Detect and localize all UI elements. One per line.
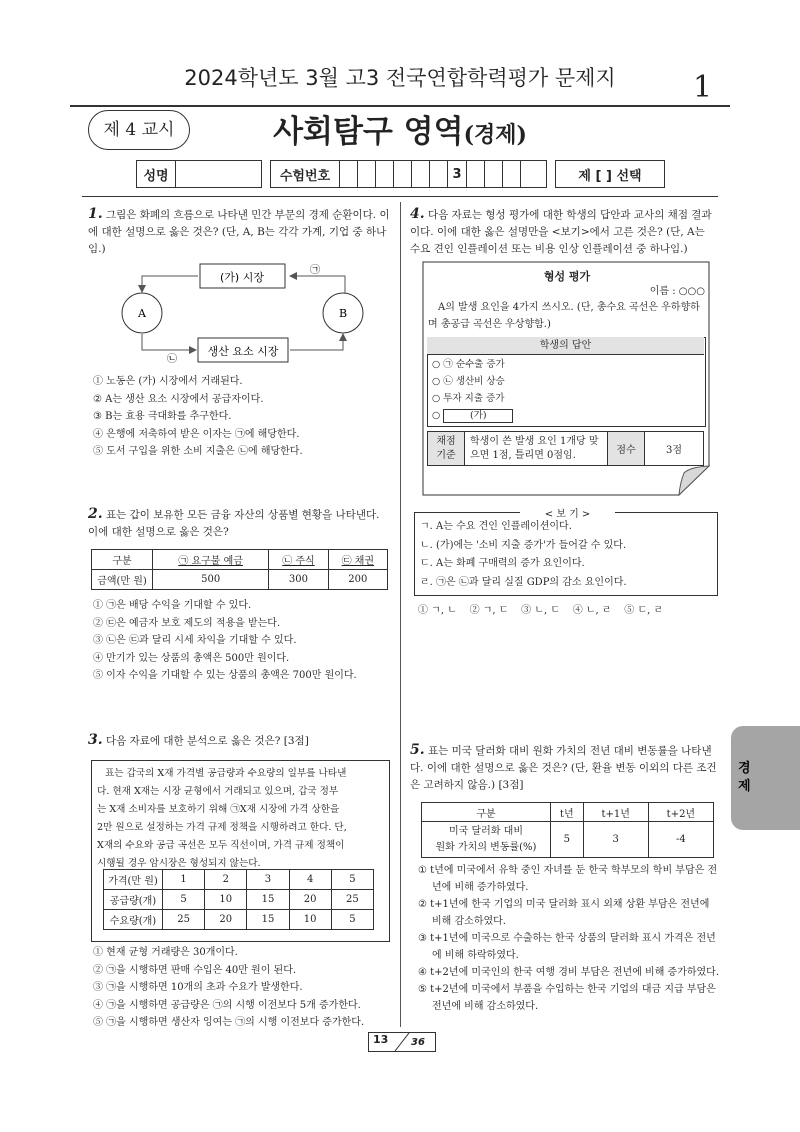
q5-option[interactable]: ① t년에 미국에서 유학 중인 자녀를 둔 한국 학부모의 학비 부담은 전년에 비해 증가하였다.: [418, 865, 718, 893]
q3-demand-cell: 5: [331, 910, 373, 930]
q5-stem: 5. 표는 미국 달러화 대비 원화 가치의 전년 대비 변동률을 나타낸다. 이에 대한 설명으로 옳은 것은? (단, 환율 변동 이외의 다른 조건은 고려하지 않음.) [3점]: [410, 742, 717, 791]
q2-stem: 2. 표는 갑이 보유한 모든 금융 자산의 상품별 현황을 나타낸다. 이에 대한 설명으로 옳은 것은?: [88, 506, 380, 538]
q3-supply-cell: 15: [247, 890, 289, 910]
q2-options: [93, 597, 393, 685]
q4-answer-item: ○ ㉡ 생산비 상승: [432, 376, 505, 387]
q5-header-cell: t년: [551, 803, 584, 822]
q2-number: 2.: [88, 506, 103, 522]
q5-header-cell: t+1년: [583, 803, 648, 822]
period-badge: 제 4 교시: [88, 110, 190, 150]
subject-side-tab-label: 경제: [738, 761, 751, 794]
name-label: 성명: [137, 161, 176, 187]
q4-answer-list: [432, 356, 702, 424]
flow-arrow-top-to-a: [142, 276, 198, 292]
q3-supply-cell: 20: [289, 890, 331, 910]
flow-arrow-a-to-bottom: [142, 334, 196, 350]
q4-criteria-text: 학생이 쓴 발생 요인 1개당 맞으면 1점, 틀리면 0점임.: [465, 432, 608, 466]
content-top-divider: [82, 196, 718, 197]
q4-answer-item: ○ 투자 지출 증가: [432, 393, 505, 404]
q5-row-label: 미국 달러화 대비 원화 가치의 변동률(%): [422, 822, 551, 858]
column-divider: [400, 202, 401, 1027]
q4-options[interactable]: ① ㄱ, ㄴ ② ㄱ, ㄷ ③ ㄴ, ㄷ ④ ㄴ, ㄹ ⑤ ㄷ, ㄹ: [418, 605, 664, 616]
q3-demand-cell: 10: [289, 910, 331, 930]
subject-title: [250, 106, 550, 151]
q4-answer-item: ○ ㉠ 순수출 증가: [432, 359, 505, 370]
name-field: [136, 160, 262, 188]
exam-title: 2024학년도 3월 고3 전국연합학력평가 문제지: [184, 66, 616, 90]
q3-supply-label: 공급량(개): [104, 890, 163, 910]
q5-option[interactable]: ② t+1년에 한국 기업의 미국 달러화 표시 외채 상환 부담은 전년에 비해 감소하였다.: [418, 899, 710, 927]
q2-option[interactable]: ② ㉢은 예금자 보호 제도의 적용을 받는다.: [93, 617, 281, 629]
q5-option[interactable]: ⑤ t+2년에 미국에서 부품을 수입하는 한국 기업의 대금 지급 부담은 전년에 비해 감소하였다.: [418, 984, 716, 1012]
q3-number: 3.: [88, 732, 103, 748]
exam-number-field: [270, 160, 547, 188]
q3-option[interactable]: ④ ㉠을 시행하면 공급량은 ㉠의 시행 이전보다 5개 증가한다.: [93, 999, 361, 1011]
q3-box-text: 표는 갑국의 X재 가격별 공급량과 수요량의 일부를 나타낸 다. 현재 X재는 시장 균형에서 거래되고 있으며, 갑국 정부 는 X재 소비자를 보호하기 위해 ㉠X재 시장에 가격 상한을 2만 원으로 설정하는 가격 규제 정책을 시행하려고 한다. 단, X재의 수요와 공급 곡선은 모두 직선이며, 가격 규제 정책이 시행될 경우 암시장은 형성되지 않는다.: [97, 768, 347, 869]
q4-criteria-table: [427, 431, 704, 466]
q1-number: 1.: [88, 206, 103, 222]
q3-option[interactable]: ② ㉠을 시행하면 판매 수입은 40만 원이 된다.: [93, 964, 297, 976]
flow-mark-2: ㉡: [167, 354, 177, 365]
node-b-label: B: [338, 307, 348, 320]
q4-sheet-name: 이름 : ○○○: [649, 286, 705, 297]
exam-number-digit: 3: [448, 161, 467, 187]
q2-option[interactable]: ⑤ 이자 수익을 기대할 수 있는 상품의 총액은 700만 원이다.: [93, 670, 357, 681]
q3-option[interactable]: ③ ㉠을 시행하면 10개의 초과 수요가 발생한다.: [93, 982, 303, 993]
q4-number: 4.: [410, 206, 425, 222]
q5-value-cell: -4: [648, 822, 713, 858]
subject-sub: (경제): [463, 122, 527, 148]
factor-market-label: 생산 요소 시장: [207, 345, 279, 358]
flow-arrow-bottom-to-b: [290, 334, 343, 350]
q3-price-cell: 4: [289, 870, 331, 890]
q4-score-value: 3점: [645, 432, 704, 466]
q2-value-cell: 200: [328, 570, 387, 590]
flow-mark-1: ㉠: [310, 265, 320, 276]
page-current: 13: [373, 1033, 389, 1046]
q2-header-cell: ㉡ 주식: [269, 550, 328, 570]
q2-header-cell: 구분: [92, 550, 153, 570]
q5-header-cell: 구분: [422, 803, 551, 822]
subject-main: 사회탐구 영역: [273, 114, 464, 150]
q4-criteria-label: 채점 기준: [428, 432, 465, 466]
q3-options: [93, 944, 398, 1032]
q1-circulation-diagram: [110, 262, 370, 367]
q2-value-cell: 300: [269, 570, 328, 590]
q5-number: 5.: [410, 742, 425, 758]
q1-option[interactable]: ② A는 생산 요소 시장에서 공급자이다.: [93, 393, 264, 405]
q3-supply-cell: 25: [331, 890, 373, 910]
q3-option[interactable]: ① 현재 균형 거래량은 30개이다.: [93, 947, 238, 958]
exam-number-label: 수험번호: [271, 161, 340, 187]
q2-asset-table: [91, 549, 388, 590]
q1-option[interactable]: ① 노동은 (가) 시장에서 거래된다.: [93, 376, 243, 387]
node-a-label: A: [138, 307, 146, 320]
selection-field: [555, 160, 665, 188]
q1-option[interactable]: ③ B는 효용 극대화를 추구한다.: [93, 411, 232, 422]
q4-bogi-item: ㄷ. A는 화폐 구매력의 증가 요인이다.: [420, 558, 585, 569]
q4-bogi-list: [420, 518, 716, 592]
page-counter: [368, 1032, 436, 1052]
selection-label: 제 [ ] 선택: [578, 168, 642, 184]
q5-option[interactable]: ④ t+2년에 미국인의 한국 여행 경비 부담은 전년에 비해 증가하였다.: [418, 967, 720, 978]
q2-header-cell: ㉢ 채권: [328, 550, 387, 570]
q3-demand-cell: 20: [205, 910, 247, 930]
q5-value-cell: 3: [583, 822, 648, 858]
q3-supply-cell: 5: [163, 890, 205, 910]
q2-value-cell: 500: [153, 570, 269, 590]
page-total: 36: [411, 1037, 425, 1048]
flow-arrow-b-to-top: [290, 276, 345, 293]
q3-stem: 3. 다음 자료에 대한 분석으로 옳은 것은? [3점]: [88, 732, 309, 748]
q5-options: [418, 862, 720, 1015]
q3-price-cell: 3: [247, 870, 289, 890]
q4-bogi-item: ㄴ. (가)에는 '소비 지출 증가'가 들어갈 수 있다.: [420, 539, 627, 551]
name-blank: [176, 161, 261, 187]
q3-price-cell: 2: [205, 870, 247, 890]
q5-header-cell: t+2년: [648, 803, 713, 822]
q3-supply-cell: 10: [205, 890, 247, 910]
q1-stem: 1. 그림은 화폐의 흐름으로 나타낸 민간 부문의 경제 순환이다. 이에 대한 설명으로 옳은 것은? (단, A, B는 각각 가계, 기업 중 하나임.): [88, 206, 390, 255]
q1-option[interactable]: ④ 은행에 저축하여 받은 이자는 ㉠에 해당한다.: [93, 428, 300, 440]
q3-demand-label: 수요량(개): [104, 910, 163, 930]
q3-price-cell: 1: [163, 870, 205, 890]
q3-option[interactable]: ⑤ ㉠을 시행하면 생산자 잉여는 ㉠의 시행 이전보다 증가한다.: [93, 1017, 365, 1028]
q3-price-label: 가격(만 원): [104, 870, 163, 890]
q4-bogi-title: < 보 기 >: [520, 505, 615, 520]
q2-option[interactable]: ① ㉠은 배당 수익을 기대할 수 있다.: [93, 600, 252, 611]
q5-exchange-table: [421, 802, 714, 858]
q4-answer-blank: (가): [443, 409, 513, 423]
q2-header-cell: ㉠ 요구불 예금: [153, 550, 269, 570]
q4-stem: 4. 다음 자료는 형성 평가에 대한 학생의 답안과 교사의 채점 결과이다. 이에 대한 옳은 설명만을 <보기>에서 고른 것은? (단, A는 수요 견인 인플레이션 또는 비용 인상 인플레이션 중 하나임.): [410, 206, 712, 255]
q2-option[interactable]: ③ ㉡은 ㉢과 달리 시세 차익을 기대할 수 있다.: [93, 635, 297, 646]
q5-value-cell: 5: [551, 822, 584, 858]
q3-demand-cell: 25: [163, 910, 205, 930]
q4-answer-header: 학생의 답안: [427, 337, 704, 355]
q3-price-cell: 5: [331, 870, 373, 890]
q1-option[interactable]: ⑤ 도서 구입을 위한 소비 지출은 ㉡에 해당한다.: [93, 446, 303, 457]
q4-answer-item: ○ (가): [432, 407, 702, 424]
q1-options: [93, 373, 393, 461]
q4-bogi-item: ㄹ. ㉠은 ㉡과 달리 실질 GDP의 감소 요인이다.: [420, 576, 627, 588]
q2-row-label: 금액(만 원): [92, 570, 153, 590]
product-market-label: (가) 시장: [220, 271, 264, 284]
q4-score-label: 점수: [608, 432, 645, 466]
q4-sheet-question: A의 발생 요인을 4가지 쓰시오. (단, 총수요 곡선은 우하향하며 총공급 곡선은 우상향함.): [428, 302, 700, 330]
q3-demand-cell: 15: [247, 910, 289, 930]
q4-bogi-item: ㄱ. A는 수요 견인 인플레이션이다.: [420, 521, 572, 532]
q5-option[interactable]: ③ t+1년에 미국으로 수출하는 한국 상품의 달러화 표시 가격은 전년에 비해 하락하였다.: [418, 933, 716, 961]
q4-sheet-title: 형성 평가: [543, 270, 591, 283]
q2-option[interactable]: ④ 만기가 있는 상품의 총액은 500만 원이다.: [93, 652, 290, 664]
page-number: 1: [693, 70, 713, 105]
q3-supply-demand-table: [103, 869, 374, 930]
